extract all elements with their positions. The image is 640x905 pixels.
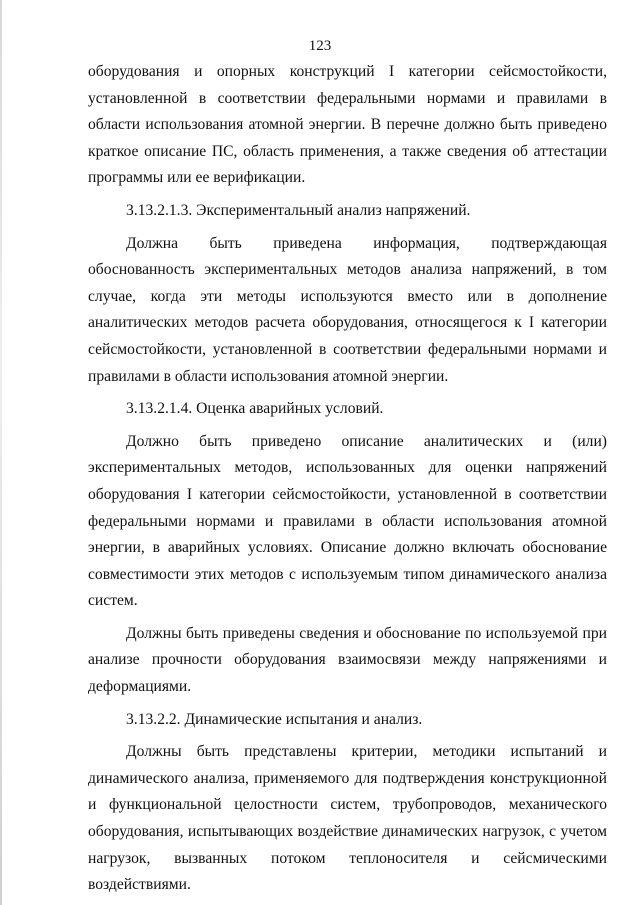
section-heading-3-13-2-1-3: 3.13.2.1.3. Экспериментальный анализ напряжений. — [126, 201, 471, 219]
page-number: 123 — [308, 38, 332, 54]
paragraph-emergency-conditions: Должно быть приведено описание аналитических и (или) экспериментальных методов, использованных для оценки напряжений оборудования I категории сейсмостойкости, установленной в соответствии федеральными нормами и правилами в области использования атомной энергии, в аварийных условиях. Описание должно включать обоснование совместимости этих методов с используемым типом динамического анализа систем. — [88, 432, 607, 610]
section-heading-3-13-2-1-4: 3.13.2.1.4. Оценка аварийных условий. — [126, 400, 384, 418]
paragraph-stress-strain-relation: Должны быть приведены сведения и обоснование по используемой при анализе прочности оборудования взаимосвязи между напряжениями и деформациями. — [88, 624, 607, 696]
paragraph-dynamic-testing: Должны быть представлены критерии, методики испытаний и динамического анализа, применяемого для подтверждения конструкционной и функциональной целостности систем, трубопроводов, механического оборудования, испытывающих воздействие динамических нагрузок, с учетом нагрузок, вызванных потоком теплоносителя и сейсмическими воздействиями. — [88, 743, 607, 894]
scan-edge-shadow — [0, 0, 2, 905]
page-body — [88, 59, 607, 899]
section-heading-3-13-2-2: 3.13.2.2. Динамические испытания и анализ. — [126, 710, 423, 728]
paragraph-continuation: оборудования и опорных конструкций I категории сейсмостойкости, установленной в соответствии федеральными нормами и правилами в области использования атомной энергии. В перечне должно быть приведено краткое описание ПС, область применения, а также сведения об аттестации программы или ее верификации. — [88, 63, 607, 187]
paragraph-experimental-stress-analysis: Должна быть приведена информация, подтверждающая обоснованность экспериментальных методов анализа напряжений, в том случае, когда эти методы используются вместо или в дополнение аналитических методов расчета оборудования, относящегося к I категории сейсмостойкости, установленной в соответствии федеральными нормами и правилами в области использования атомной энергии. — [88, 234, 607, 385]
